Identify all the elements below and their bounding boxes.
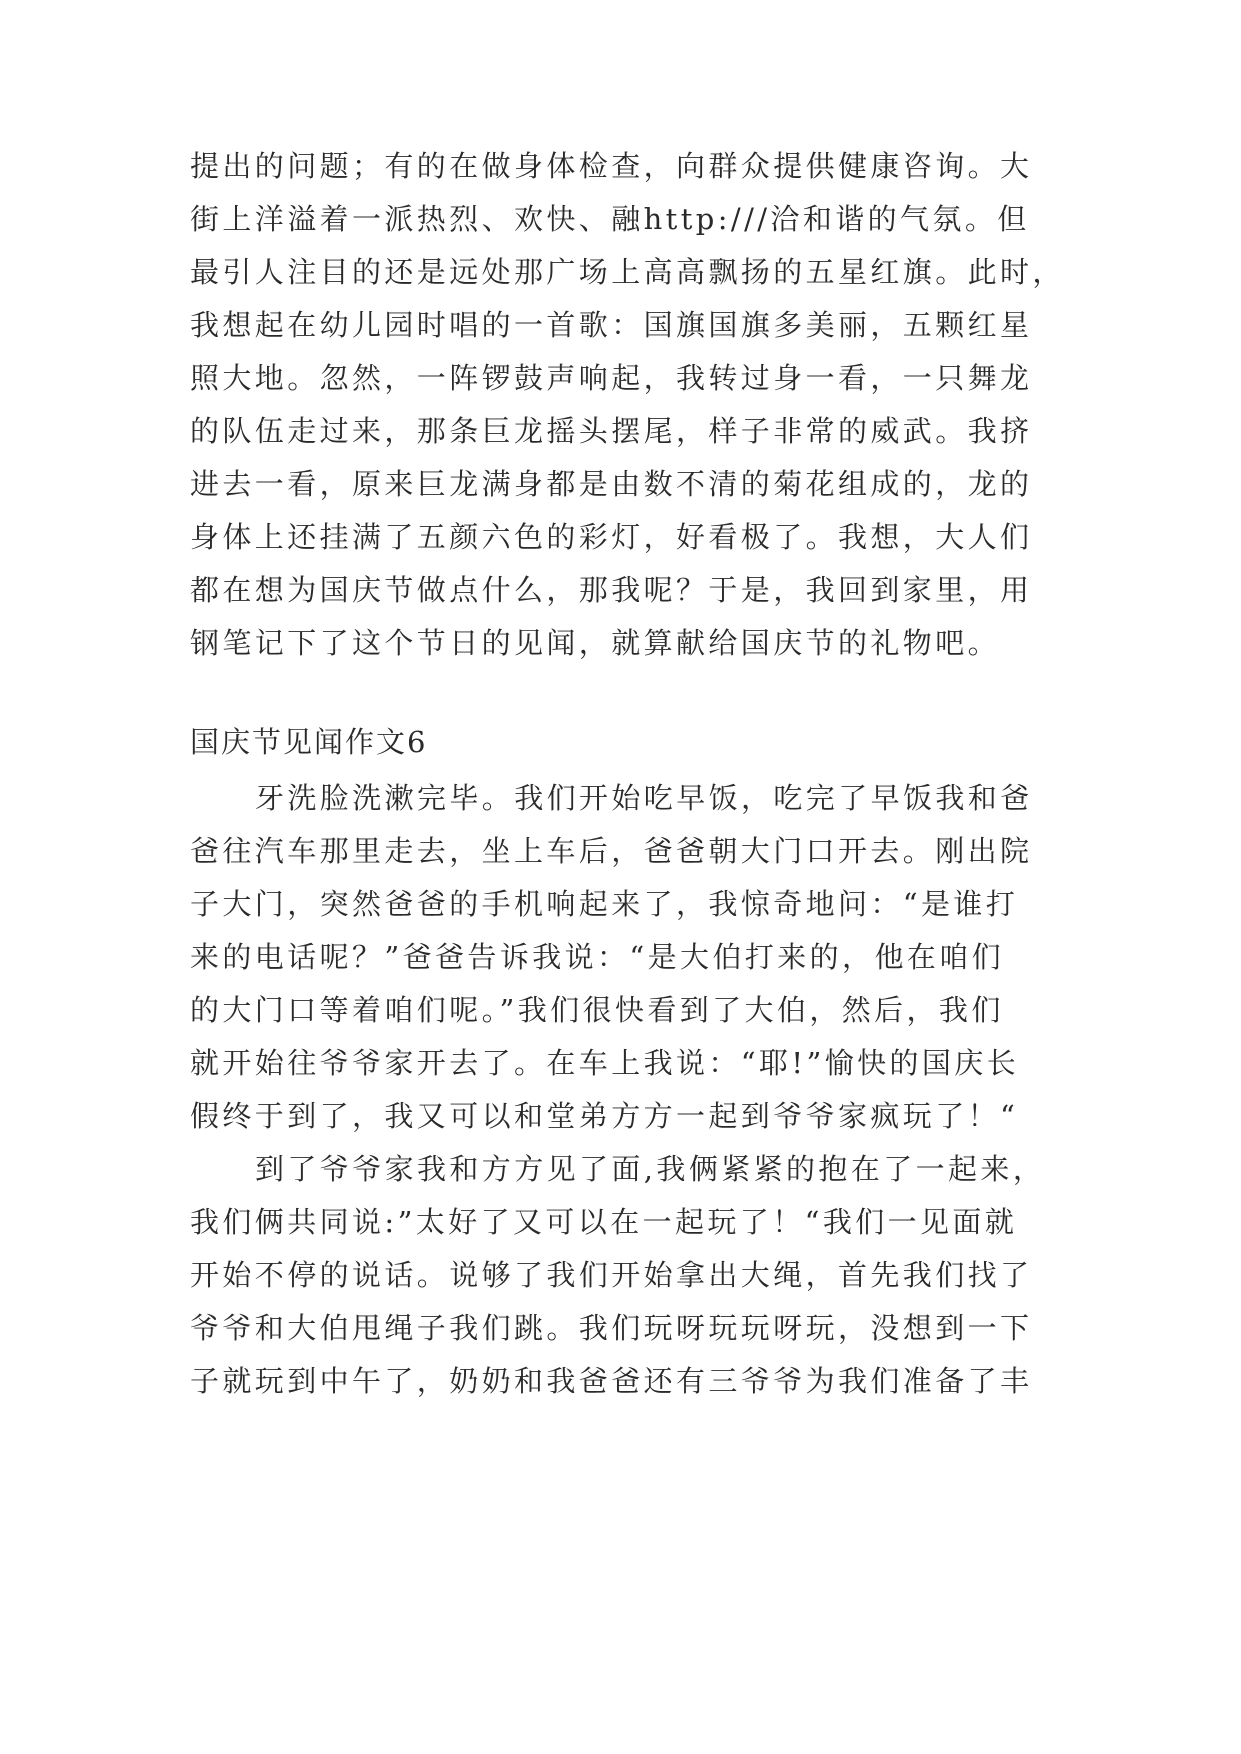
paragraph-line: 子就玩到中午了，奶奶和我爸爸还有三爷爷为我们准备了丰 — [190, 1364, 1033, 1398]
paragraph-line: 爸往汽车那里走去，坐上车后，爸爸朝大门口开去。刚出院 — [190, 834, 1033, 868]
paragraph-line: 假终于到了，我又可以和堂弟方方一起到爷爷家疯玩了！“ — [190, 1099, 1019, 1133]
paragraph-line: 的队伍走过来，那条巨龙摇头摆尾，样子非常的威武。我挤 — [190, 414, 1033, 448]
paragraph-line: 最引人注目的还是远处那广场上高高飘扬的五星红旗。此时， — [190, 255, 1065, 289]
paragraph-line: 我想起在幼儿园时唱的一首歌：国旗国旗多美丽，五颗红星 — [190, 308, 1033, 342]
paragraph-line: 来的电话呢？”爸爸告诉我说：“是大伯打来的，他在咱们 — [190, 940, 1005, 974]
section-heading: 国庆节见闻作文6 — [190, 725, 428, 759]
paragraph-line: 就开始往爷爷家开去了。在车上我说：“耶!”愉快的国庆长 — [190, 1046, 1020, 1080]
paragraph-line: 都在想为国庆节做点什么，那我呢？于是，我回到家里，用 — [190, 573, 1033, 607]
paragraph-line: 身体上还挂满了五颜六色的彩灯，好看极了。我想，大人们 — [190, 520, 1033, 554]
paragraph-line: 钢笔记下了这个节日的见闻，就算献给国庆节的礼物吧。 — [190, 626, 1001, 660]
paragraph-line: 进去一看，原来巨龙满身都是由数不清的菊花组成的，龙的 — [190, 467, 1033, 501]
paragraph-line: 的大门口等着咱们呢。”我们很快看到了大伯，然后，我们 — [190, 993, 1004, 1027]
paragraph-line: 到了爷爷家我和方方见了面,我俩紧紧的抱在了一起来， — [255, 1152, 1046, 1186]
paragraph-line: 开始不停的说话。说够了我们开始拿出大绳，首先我们找了 — [190, 1258, 1033, 1292]
paragraph-line: 爷爷和大伯甩绳子我们跳。我们玩呀玩玩呀玩，没想到一下 — [190, 1311, 1033, 1345]
paragraph-line: 照大地。忽然，一阵锣鼓声响起，我转过身一看，一只舞龙 — [190, 361, 1033, 395]
paragraph-line: 街上洋溢着一派热烈、欢快、融http:///洽和谐的气氛。但 — [190, 202, 1030, 236]
paragraph-line: 我们俩共同说:”太好了又可以在一起玩了！“我们一见面就 — [190, 1205, 1018, 1239]
paragraph-line: 子大门，突然爸爸的手机响起来了，我惊奇地问：“是谁打 — [190, 887, 1019, 921]
paragraph-line: 牙洗脸洗漱完毕。我们开始吃早饭，吃完了早饭我和爸 — [255, 781, 1033, 815]
paragraph-line: 提出的问题；有的在做身体检查，向群众提供健康咨询。大 — [190, 149, 1033, 183]
